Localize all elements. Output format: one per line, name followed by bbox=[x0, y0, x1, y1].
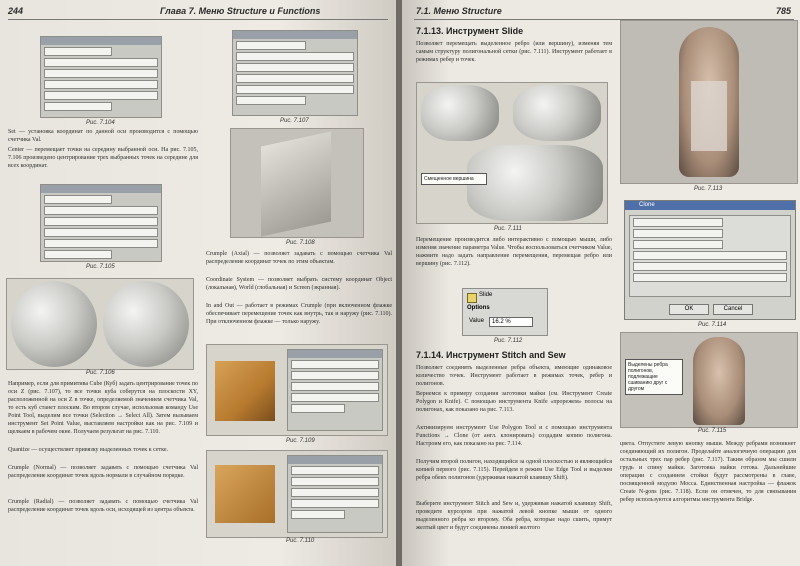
left-page bbox=[0, 0, 398, 566]
flattened-cube-image bbox=[261, 132, 331, 237]
right-running-head: 7.1. Меню Structure bbox=[416, 6, 502, 16]
settings-panel bbox=[287, 455, 383, 533]
left-col1-para3: Например, если для примитива Cube (Куб) задать центрирование точек по оси Z (рис. 7.107), то все точки куба соберутся на плоскости XY, расположенной на оси Z в точке, определяемой значением счетчика Val, то есть куб станет плоским. Во втором случае, использовав команду Use Point Tool, выделим все точки (Selection → Select All). Затем вызываем инструмент Set Point Value, выставляем настройки как на рис. 7.109 и щелкаем в рабочем окне. Получаем результат на рис. 7.110. bbox=[8, 381, 198, 435]
figure-7-115 bbox=[620, 332, 798, 428]
panel-row bbox=[44, 228, 158, 237]
panel-row bbox=[633, 273, 787, 282]
left-col2-para3: In and Out — работает в режимах Crumple (при включенном флажке обеспечивает перемещение точек как внутрь, так и наружу (рис. 7.110). При отключенном флажке — только наружу. bbox=[206, 303, 392, 325]
left-col1-para5: Crumple (Normal) — позволяет задавать с помощью счетчика Val распределение координат точек вдоль нормали в случайном порядке. bbox=[8, 465, 198, 479]
cube-image bbox=[215, 361, 275, 421]
caption-7-115: Рис. 7.115 bbox=[698, 428, 727, 434]
caption-7-112: Рис. 7.112 bbox=[494, 338, 523, 344]
right-section2-para2: Вернемся к примеру создания заготовки майки (см. Инструмент Create Polygon и Knife). С помощью инструмента Knife «прорежем» полосы на полигонах, как показано на рис. 7.113. bbox=[416, 391, 612, 413]
panel-row bbox=[44, 250, 112, 259]
panel-row bbox=[44, 206, 158, 215]
panel-row bbox=[291, 510, 345, 519]
panel-row bbox=[291, 360, 379, 369]
figure-7-113 bbox=[620, 20, 798, 184]
settings-panel bbox=[287, 349, 383, 431]
caption-7-105: Рис. 7.105 bbox=[86, 264, 115, 270]
vertex-callout: Смещенное вершина bbox=[421, 173, 487, 185]
panel-row bbox=[44, 91, 158, 100]
right-section1-para2: Перемещение производится либо интерактивно с помощью мыши, либо изменяя значение параметра Value. Чтобы воспользоваться счетчиком Value, нажмите надо задать направление перемещения, перемещая ребро или вершину (рис. 7.112). bbox=[416, 237, 612, 267]
sphere-image bbox=[11, 281, 97, 367]
panel-row bbox=[291, 466, 379, 475]
figure-7-110 bbox=[206, 450, 388, 538]
left-col1-para6: Crumple (Radial) — позволяет задавать с помощью счетчика Val распределение координат точек вдоль оси, исходящей из центра объекта. bbox=[8, 499, 198, 513]
caption-7-110: Рис. 7.110 bbox=[286, 538, 315, 544]
panel-row bbox=[44, 217, 158, 226]
panel-titlebar bbox=[41, 185, 161, 193]
figure-7-104-panel bbox=[40, 36, 162, 118]
caption-7-107: Рис. 7.107 bbox=[280, 118, 309, 124]
caption-7-106: Рис. 7.106 bbox=[86, 370, 115, 376]
left-page-number: 244 bbox=[8, 6, 24, 16]
panel-titlebar bbox=[288, 350, 382, 358]
right-section2-para5: Выберите инструмент Stitch and Sew и, удерживая нажатой клавишу Shift, проведите курсором при нажатой левой кнопке мыши от одного выделенного ребра ко второму. Оба ребра, которые надо сшить, примут желтый цвет и будут соединены линией желтого bbox=[416, 501, 612, 531]
right-page bbox=[402, 0, 800, 566]
panel-row bbox=[44, 239, 158, 248]
right-col2-para: цвета. Отпустите левую кнопку мыши. Между ребрами возникнет соединяющий их полигон. Проделайте аналогичную операцию для остальных трех пар ребер (рис. 7.117). Таким образом мы сшили грудь и спину майки. Заготовка майки готова. Дальнейшие операции с созданием стойки будут рассмотрены в главе, посвященной модулю Mocca. Единственная настройка — флажок Create N-gons (рис. 7.118). Если он отмечен, то для связывания ребер используются алгоритмы инструмента Bridge. bbox=[620, 441, 796, 503]
left-col1-para1: Set — установка координат по данной оси производится с помощью счетчика Val. bbox=[8, 129, 198, 143]
panel-row bbox=[291, 393, 379, 402]
left-header-rule bbox=[8, 19, 388, 20]
panel-row bbox=[236, 63, 354, 72]
panel-row bbox=[44, 195, 112, 204]
panel-row bbox=[44, 102, 112, 111]
person-model-image bbox=[693, 337, 745, 425]
panel-titlebar bbox=[41, 37, 161, 45]
panel-row bbox=[291, 477, 379, 486]
panel-row bbox=[236, 96, 306, 105]
panel-row bbox=[291, 488, 379, 497]
slide-panel bbox=[462, 288, 548, 336]
slide-options-label: Options bbox=[467, 305, 490, 311]
panel-row bbox=[291, 404, 345, 413]
panel-row bbox=[633, 240, 723, 249]
panel-titlebar bbox=[233, 31, 357, 39]
clone-dialog bbox=[624, 200, 796, 320]
clone-ok-button[interactable]: OK bbox=[669, 304, 709, 315]
panel-row bbox=[291, 371, 379, 380]
left-col2-para1: Crumple (Axial) — позволяет задавать с помощью счетчика Val распределение координат точек по этим объектам. bbox=[206, 251, 392, 265]
sphere-image bbox=[513, 85, 601, 141]
panel-row bbox=[44, 80, 158, 89]
panel-row bbox=[44, 58, 158, 67]
panel-row bbox=[633, 262, 787, 271]
caption-7-114: Рис. 7.114 bbox=[698, 322, 727, 328]
slide-panel-title: Slide bbox=[479, 292, 493, 298]
figure-7-107-panel bbox=[232, 30, 358, 116]
clone-cancel-button[interactable]: Cancel bbox=[713, 304, 753, 315]
slide-value-field[interactable]: 16.2 % bbox=[489, 317, 533, 327]
left-running-head: Глава 7. Меню Structure и Functions bbox=[160, 6, 321, 16]
edges-callout: Выделены ребра полигонов, подлежащие сшиванию друг с другом bbox=[625, 359, 683, 395]
left-col1-para4: Quantize — осуществляет привязку выделенных точек к сетке. bbox=[8, 447, 169, 453]
caption-7-108: Рис. 7.108 bbox=[286, 240, 315, 246]
figure-7-105-panel bbox=[40, 184, 162, 262]
right-section2-para4: Получим второй полигон, находящийся за одной плоскостью и являющийся копией первого (рис. 7.115). Перейдем в режим Use Edge Tool и выделим ребра обеих полигонов (удерживая нажатой клавишу Shift). bbox=[416, 459, 612, 481]
section-7-1-14-title: 7.1.14. Инструмент Stitch and Sew bbox=[416, 350, 566, 360]
right-section1-para1: Позволяет перемещать выделенное ребро (или вершину), изменяя тем самым структуру полигональной сетки (рис. 7.111). Инструмент работает в режимах ребер и точек. bbox=[416, 41, 612, 63]
clone-dialog-title: Clone bbox=[625, 201, 795, 210]
panel-row bbox=[291, 382, 379, 391]
clone-settings-panel bbox=[629, 215, 791, 297]
shirt-polygon-image bbox=[691, 81, 727, 151]
right-page-number: 785 bbox=[776, 6, 792, 16]
left-col1-para2: Center — перемещает точки на середину выбранной оси. На рис. 7.105, 7.106 произведено центрирование трех выбранных точек на середине для всех координат. bbox=[8, 147, 198, 169]
caption-7-111: Рис. 7.111 bbox=[494, 226, 522, 232]
right-section2-para1: Позволяет соединять выделенные ребра объекта, имеющие одинаковое количество точек. Инструмент работает в режимах точек, ребер и полигонов. bbox=[416, 365, 612, 387]
panel-row bbox=[236, 41, 306, 50]
figure-7-111 bbox=[416, 82, 608, 224]
panel-row bbox=[291, 499, 379, 508]
caption-7-104: Рис. 7.104 bbox=[86, 120, 115, 126]
panel-row bbox=[633, 218, 723, 227]
figure-7-108 bbox=[230, 128, 364, 238]
slide-value-label: Value bbox=[469, 318, 484, 324]
figure-7-106 bbox=[6, 278, 194, 370]
cube-image bbox=[215, 465, 275, 523]
panel-row bbox=[633, 229, 723, 238]
panel-titlebar bbox=[288, 456, 382, 464]
panel-row bbox=[44, 47, 112, 56]
sphere-image bbox=[467, 145, 603, 221]
caption-7-113: Рис. 7.113 bbox=[694, 186, 723, 192]
panel-row bbox=[236, 74, 354, 83]
sphere-image bbox=[103, 281, 189, 367]
figure-7-109 bbox=[206, 344, 388, 436]
panel-row bbox=[236, 52, 354, 61]
panel-row bbox=[44, 69, 158, 78]
panel-row bbox=[236, 85, 354, 94]
section-7-1-13-title: 7.1.13. Инструмент Slide bbox=[416, 26, 524, 36]
right-section2-para3: Активизируем инструмент Use Polygon Tool и с помощью инструмента Functions → Clone (от англ. клонировать) создадим копию полигона. Настроим его, как показано на рис. 7.114. bbox=[416, 425, 612, 447]
slide-icon bbox=[467, 293, 477, 303]
panel-row bbox=[633, 251, 787, 260]
left-col2-para2: Coordinate System — позволяет выбрать систему координат Object (локальная), World (глобальная) и Screen (экранная). bbox=[206, 277, 392, 291]
caption-7-109: Рис. 7.109 bbox=[286, 438, 315, 444]
sphere-image bbox=[421, 85, 499, 141]
